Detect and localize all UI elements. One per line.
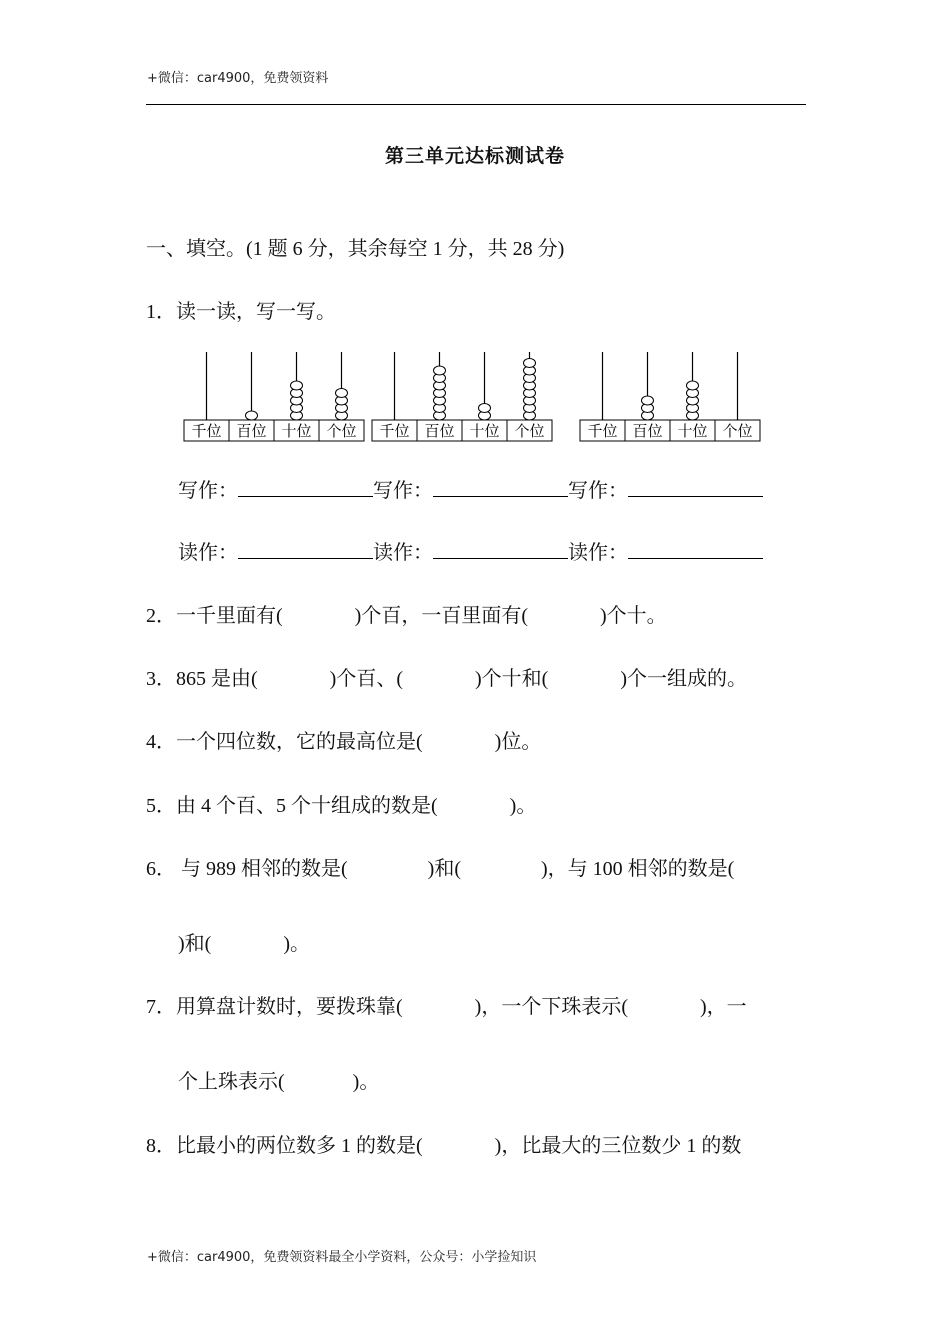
- place-label: 十位: [677, 422, 708, 440]
- read-label: 读作：: [178, 542, 238, 564]
- read-blank[interactable]: [628, 540, 763, 559]
- q3-text: )个一组成的。: [620, 668, 747, 690]
- abacus-bead: [524, 359, 536, 368]
- question-1: [146, 300, 336, 324]
- q4-text: 一个四位数，它的最高位是(: [176, 731, 423, 753]
- place-label: 千位: [587, 422, 618, 440]
- q6-text: )，与 100 相邻的数是(: [541, 858, 735, 880]
- q6-text: 与 989 相邻的数是(: [176, 858, 348, 880]
- write-blank[interactable]: [628, 478, 763, 497]
- write-label: 写作：: [373, 480, 433, 502]
- place-label: 十位: [281, 422, 312, 440]
- place-label: 十位: [469, 422, 500, 440]
- q2-text: 一千里面有(: [176, 605, 283, 627]
- read-label: 读作：: [373, 542, 433, 564]
- question-6-cont: [178, 932, 310, 956]
- place-label: 个位: [326, 422, 357, 440]
- q7-text: 个上珠表示(: [178, 1071, 285, 1093]
- place-label: 个位: [514, 422, 545, 440]
- q2-text: )个十。: [600, 605, 667, 627]
- place-label: 千位: [379, 422, 410, 440]
- q1-text: 读一读，写一写。: [176, 301, 336, 323]
- abacus-bead: [687, 381, 699, 390]
- question-3: [146, 667, 747, 691]
- question-8: [146, 1134, 741, 1158]
- q1-number: 1．: [146, 301, 176, 323]
- read-blank[interactable]: [433, 540, 568, 559]
- abacus-bead: [336, 389, 348, 398]
- q6-text: )。: [283, 933, 310, 955]
- q4-text: )位。: [494, 731, 542, 753]
- place-label: 百位: [424, 422, 455, 440]
- q8-text: 比最小的两位数多 1 的数是(: [176, 1135, 423, 1157]
- page-title: 第三单元达标测试卷: [384, 145, 565, 167]
- q6-text: )和(: [178, 933, 212, 955]
- abacus-bead: [434, 366, 446, 375]
- q3-text: 865 是由(: [176, 668, 258, 690]
- q8-number: 8．: [146, 1135, 176, 1157]
- q3-number: 3．: [146, 668, 176, 690]
- q3-text: )个十和(: [475, 668, 549, 690]
- place-label: 个位: [722, 422, 753, 440]
- abacus-bead: [291, 381, 303, 390]
- q7-text: )，一: [700, 996, 747, 1018]
- question-7-cont: [178, 1070, 379, 1094]
- q5-text: 由 4 个百、5 个十组成的数是(: [176, 795, 438, 817]
- place-label: 百位: [236, 422, 267, 440]
- footer-watermark: +微信：car4900，免费领资料最全小学资料，公众号：小学捡知识: [147, 1250, 537, 1265]
- abacus-bead: [246, 411, 258, 420]
- abacus-figures: [182, 348, 762, 448]
- question-5: [146, 794, 536, 818]
- read-label: 读作：: [568, 542, 628, 564]
- write-blank[interactable]: [433, 478, 568, 497]
- q6-text: )和(: [427, 858, 461, 880]
- q5-text: )。: [509, 795, 537, 817]
- place-label: 百位: [632, 422, 663, 440]
- q7-number: 7．: [146, 996, 176, 1018]
- q1-read-row: [178, 540, 763, 565]
- q2-text: )个百，一百里面有(: [354, 605, 528, 627]
- q1-write-row: [178, 478, 763, 503]
- abacus-group: [182, 348, 762, 453]
- q7-text: )。: [352, 1071, 380, 1093]
- q8-text: )，比最大的三位数少 1 的数: [494, 1135, 742, 1157]
- section-heading: 一、填空。(1 题 6 分，其余每空 1 分，共 28 分): [146, 238, 565, 260]
- question-2: [146, 604, 667, 628]
- q6-number: 6．: [146, 858, 176, 880]
- question-6: [146, 857, 734, 881]
- q7-text: )，一个下珠表示(: [474, 996, 628, 1018]
- read-blank[interactable]: [238, 540, 373, 559]
- abacus-2: [372, 352, 552, 441]
- q2-number: 2．: [146, 605, 176, 627]
- write-blank[interactable]: [238, 478, 373, 497]
- q3-text: )个百、(: [329, 668, 403, 690]
- header-rule: [146, 104, 806, 105]
- question-7: [146, 995, 747, 1019]
- q4-number: 4．: [146, 731, 176, 753]
- write-label: 写作：: [178, 480, 238, 502]
- q7-text: 用算盘计数时，要拨珠靠(: [176, 996, 403, 1018]
- abacus-1: [184, 352, 364, 441]
- place-label: 千位: [191, 422, 222, 440]
- abacus-bead: [642, 396, 654, 405]
- write-label: 写作：: [568, 480, 628, 502]
- abacus-bead: [479, 404, 491, 413]
- header-watermark: +微信：car4900，免费领资料: [147, 71, 329, 86]
- abacus-3: [580, 352, 760, 441]
- q5-number: 5．: [146, 795, 176, 817]
- question-4: [146, 730, 541, 754]
